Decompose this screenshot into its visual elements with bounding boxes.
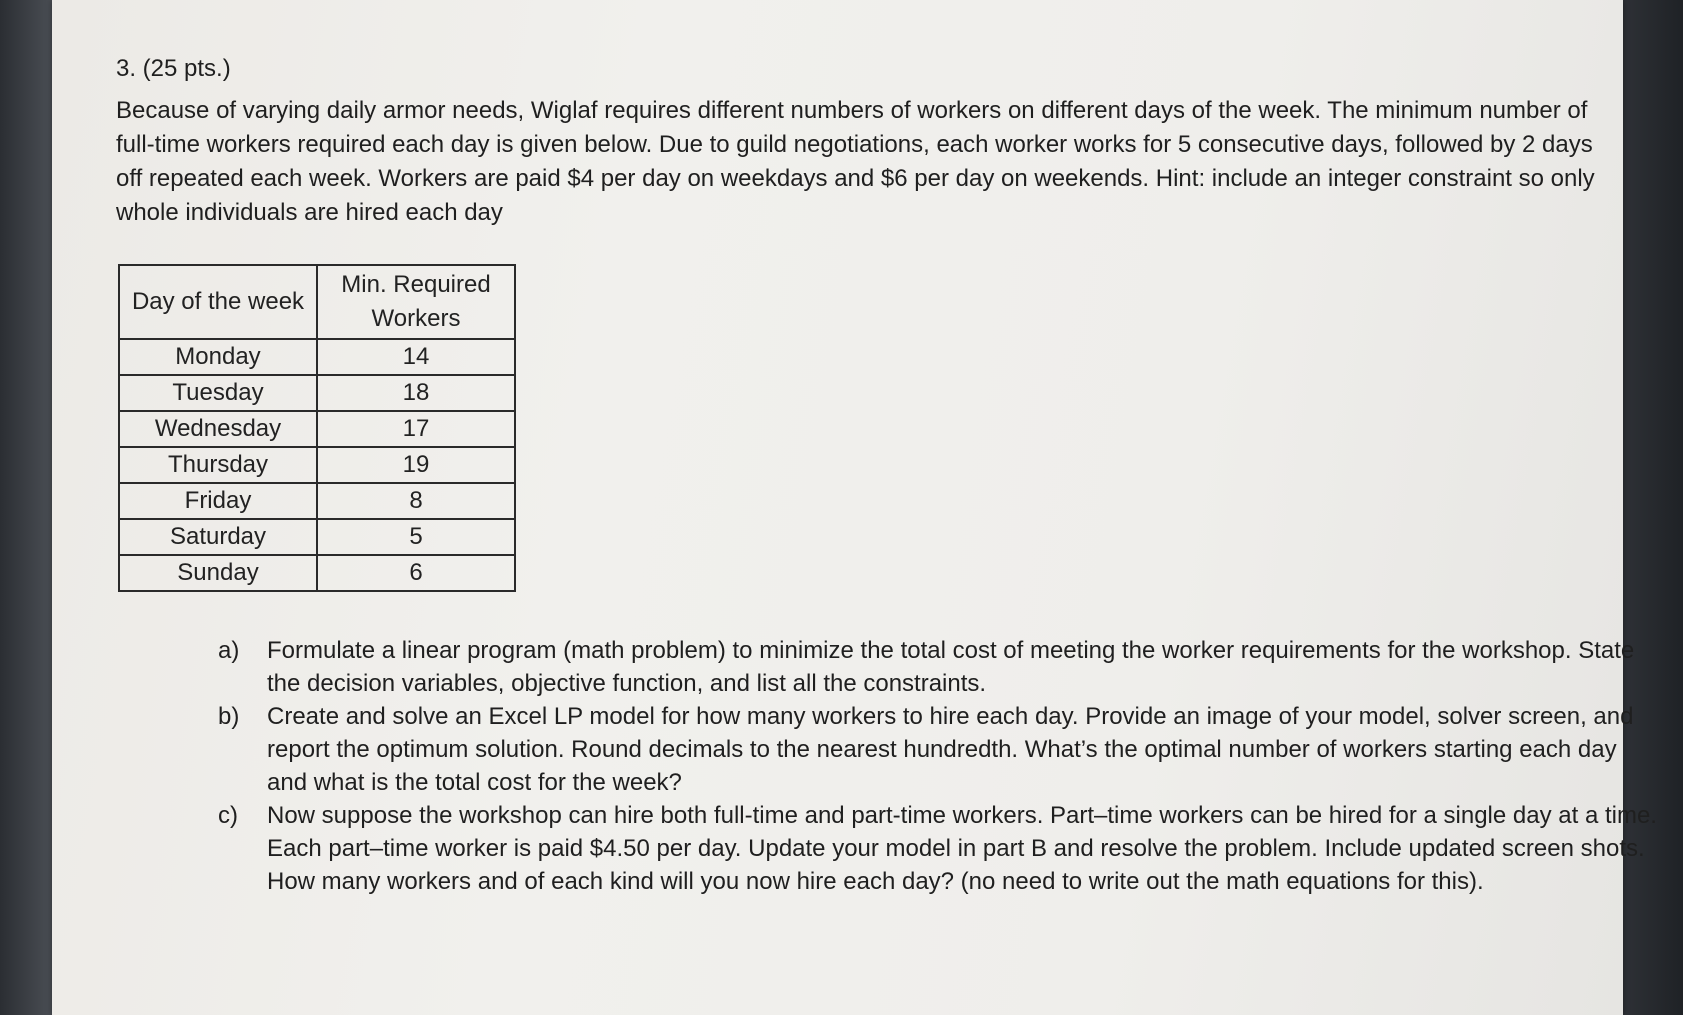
question-content [116,52,1657,898]
cell-workers: 6 [317,555,515,591]
cell-day: Saturday [119,519,317,555]
question-number: 3. (25 pts.) [116,55,231,82]
cell-workers: 14 [317,339,515,375]
cell-workers: 17 [317,411,515,447]
header-day: Day of the week [119,265,317,339]
question-part-b [116,700,1662,799]
table-header-row [119,265,515,339]
table-row [119,483,515,519]
background-left [0,0,52,1015]
workers-table [118,264,516,592]
cell-workers: 19 [317,447,515,483]
cell-workers: 18 [317,375,515,411]
table-row [119,555,515,591]
cell-day: Sunday [119,555,317,591]
table-row [119,519,515,555]
cell-day: Thursday [119,447,317,483]
part-text: Formulate a linear program (math problem) to minimize the total cost of meeting the worker requirements for the workshop. State the decision variables, objective function, and list all the constraints. [267,637,1635,697]
part-marker: c) [218,802,238,829]
cell-day: Friday [119,483,317,519]
table-row [119,339,515,375]
table-row [119,411,515,447]
table-row [119,375,515,411]
cell-workers: 5 [317,519,515,555]
question-intro: Because of varying daily armor needs, Wiglaf requires different numbers of workers on different days of the week. The minimum number of full-time workers required each day is given below. Due to guild negotiations, each worker works for 5 consecutive days, followed by 2 days off repeated each week. Workers are paid $4 per day on weekdays and $6 per day on weekends. Hint: include an integer constraint so only whole individuals are hired each day [116,97,1595,226]
question-part-a [116,634,1662,700]
cell-day: Wednesday [119,411,317,447]
cell-workers: 8 [317,483,515,519]
question-part-c [116,799,1662,898]
header-workers: Min. Required Workers [317,265,515,339]
cell-day: Monday [119,339,317,375]
part-marker: b) [218,703,240,730]
question-parts-list [116,634,1657,898]
part-text: Now suppose the workshop can hire both full-time and part-time workers. Part–time workers can be hired for a single day at a time. Each part–time worker is paid $4.50 per day. Update your model in part B and resolve the problem. Include updated screen shots. How many workers and of each kind will you now hire each day? (no need to write out the math equations for this). [267,802,1657,895]
part-marker: a) [218,637,240,664]
paper-sheet [52,0,1657,1015]
table-row [119,447,515,483]
part-text: Create and solve an Excel LP model for how many workers to hire each day. Provide an image of your model, solver screen, and report the optimum solution. Round decimals to the nearest hundredth. What’s the optimal number of workers starting each day and what is the total cost for the week? [267,703,1634,796]
cell-day: Tuesday [119,375,317,411]
